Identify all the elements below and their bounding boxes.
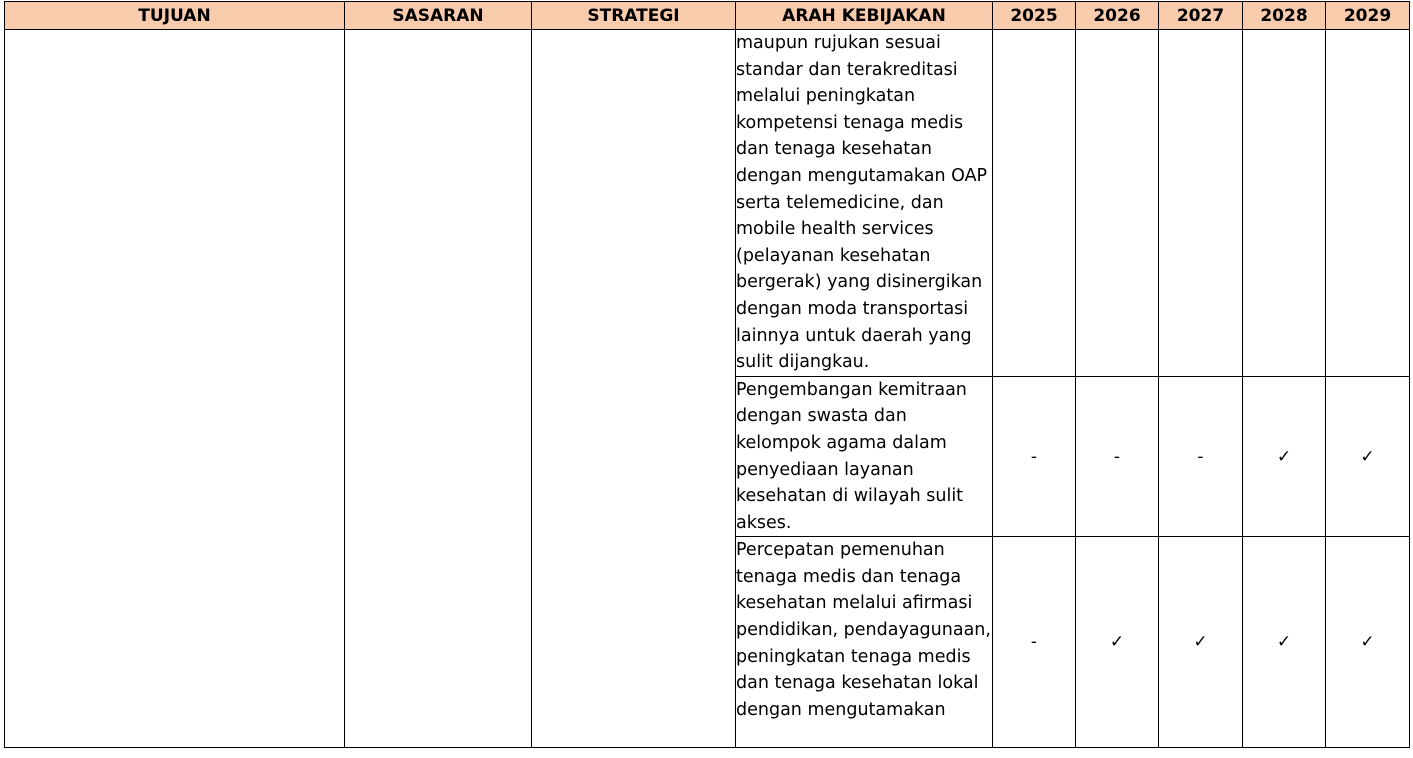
year-2028-cell: ✓ bbox=[1243, 537, 1326, 748]
year-2026-cell: ✓ bbox=[1076, 537, 1159, 748]
header-sasaran: SASARAN bbox=[345, 2, 532, 30]
year-2029-cell: ✓ bbox=[1326, 537, 1410, 748]
tujuan-cell bbox=[5, 30, 345, 748]
year-2027-cell: - bbox=[1159, 376, 1243, 537]
header-year-2025: 2025 bbox=[993, 2, 1076, 30]
year-2027-cell: ✓ bbox=[1159, 537, 1243, 748]
year-2029-cell bbox=[1326, 30, 1410, 377]
year-2028-cell bbox=[1243, 30, 1326, 377]
header-year-2028: 2028 bbox=[1243, 2, 1326, 30]
year-2026-cell bbox=[1076, 30, 1159, 377]
arah-kebijakan-cell: Pengembangan kemitraan dengan swasta dan kelompok agama dalam penyediaan layanan kesehatan di wilayah sulit akses. bbox=[736, 376, 993, 537]
year-2025-cell: - bbox=[993, 537, 1076, 748]
policy-table bbox=[4, 1, 1410, 748]
header-row bbox=[5, 2, 1410, 30]
arah-kebijakan-cell: maupun rujukan sesuai standar dan terakreditasi melalui peningkatan kompetensi tenaga medis dan tenaga kesehatan dengan mengutamakan OAP serta telemedicine, dan mobile health services (pelayanan kesehatan bergerak) yang disinergikan dengan moda transportasi lainnya untuk daerah yang sulit dijangkau. bbox=[736, 30, 993, 377]
strategi-cell bbox=[532, 30, 736, 748]
header-year-2027: 2027 bbox=[1159, 2, 1243, 30]
header-arah-kebijakan: ARAH KEBIJAKAN bbox=[736, 2, 993, 30]
table-row bbox=[5, 30, 1410, 377]
year-2029-cell: ✓ bbox=[1326, 376, 1410, 537]
header-strategi: STRATEGI bbox=[532, 2, 736, 30]
arah-kebijakan-cell: Percepatan pemenuhan tenaga medis dan tenaga kesehatan melalui afirmasi pendidikan, pendayagunaan, peningkatan tenaga medis dan tenaga kesehatan lokal dengan mengutamakan bbox=[736, 537, 993, 748]
header-year-2026: 2026 bbox=[1076, 2, 1159, 30]
sasaran-cell bbox=[345, 30, 532, 748]
year-2026-cell: - bbox=[1076, 376, 1159, 537]
year-2025-cell bbox=[993, 30, 1076, 377]
year-2025-cell: - bbox=[993, 376, 1076, 537]
year-2027-cell bbox=[1159, 30, 1243, 377]
header-year-2029: 2029 bbox=[1326, 2, 1410, 30]
year-2028-cell: ✓ bbox=[1243, 376, 1326, 537]
header-tujuan: TUJUAN bbox=[5, 2, 345, 30]
